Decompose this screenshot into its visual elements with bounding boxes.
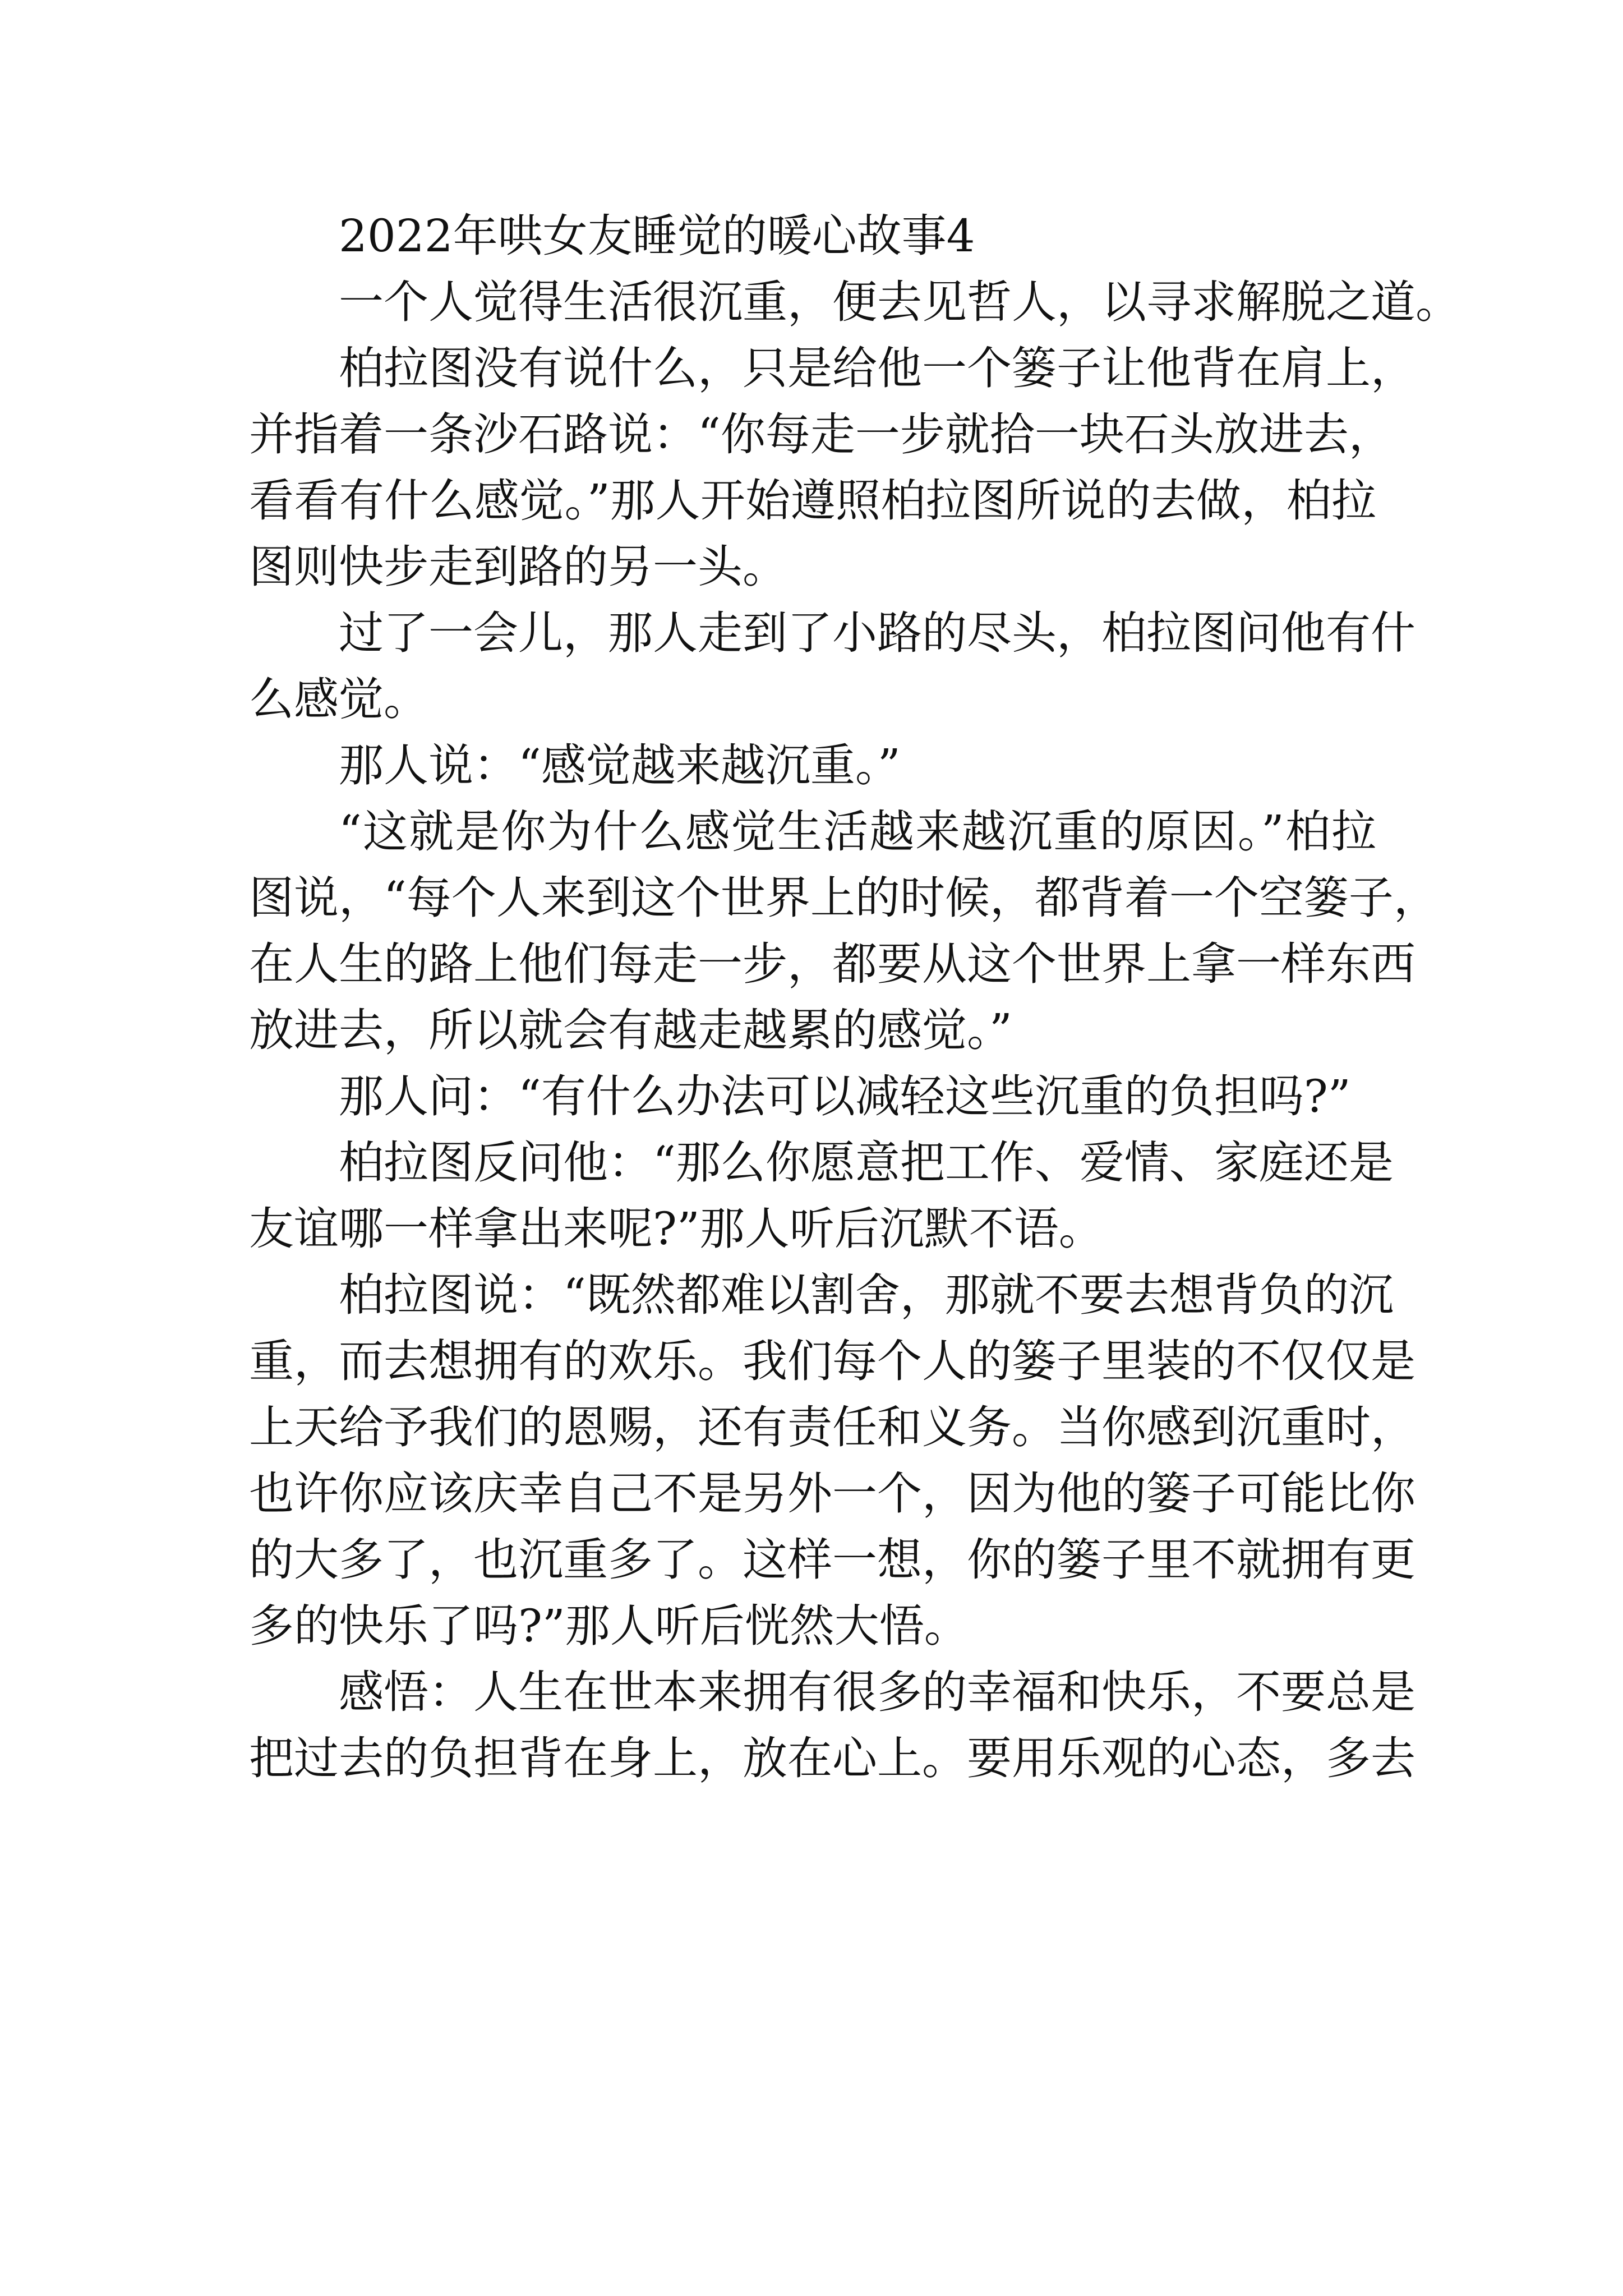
paragraph-line: 多的快乐了吗?”那人听后恍然大悟。 [249,1600,969,1652]
paragraph-line: 友谊哪一样拿出来呢?”那人听后沉默不语。 [249,1203,1104,1255]
paragraph-line: 么感觉。 [249,673,428,725]
paragraph-line: 上天给予我们的恩赐，还有责任和义务。当你感到沉重时， [249,1401,1415,1453]
paragraph-line: 那人说：“感觉越来越沉重。” [339,739,901,792]
paragraph-line: 柏拉图没有说什么，只是给他一个篓子让他背在肩上， [339,342,1415,394]
paragraph-line: 柏拉图说：“既然都难以割舍，那就不要去想背负的沉 [339,1269,1394,1321]
document-body [249,203,1460,1792]
paragraph-line: 一个人觉得生活很沉重，便去见哲人，以寻求解脱之道。 [339,276,1460,328]
paragraph-line: 感悟：人生在世本来拥有很多的幸福和快乐，不要总是 [339,1666,1415,1718]
paragraph-line: 图说，“每个人来到这个世界上的时候，都背着一个空篓子， [249,872,1438,924]
paragraph-line: 把过去的负担背在身上，放在心上。要用乐观的心态，多去 [249,1732,1415,1784]
paragraph-line: “这就是你为什么感觉生活越来越沉重的原因。”柏拉 [339,806,1376,858]
paragraph-line: 图则快步走到路的另一头。 [249,541,787,593]
paragraph-line: 的大多了，也沉重多了。这样一想，你的篓子里不就拥有更 [249,1534,1415,1586]
paragraph-line: 重，而去想拥有的欢乐。我们每个人的篓子里装的不仅仅是 [249,1335,1415,1387]
paragraph-line: 并指着一条沙石路说：“你每走一步就拾一块石头放进去， [249,408,1394,461]
paragraph-line: 柏拉图反问他：“那么你愿意把工作、爱情、家庭还是 [339,1137,1394,1189]
paragraph-line: 那人问：“有什么办法可以减轻这些沉重的负担吗?” [339,1070,1351,1122]
paragraph-line: 也许你应该庆幸自己不是另外一个，因为他的篓子可能比你 [249,1467,1415,1520]
paragraph-line: 看看有什么感觉。”那人开始遵照柏拉图所说的去做，柏拉 [249,475,1376,527]
paragraph-line: 放进去，所以就会有越走越累的感觉。” [249,1004,1012,1056]
paragraph-line: 在人生的路上他们每走一步，都要从这个世界上拿一样东西 [249,938,1415,990]
document-title: 2022年哄女友睡觉的暖心故事4 [339,210,975,262]
paragraph-line: 过了一会儿，那人走到了小路的尽头，柏拉图问他有什 [339,607,1415,659]
